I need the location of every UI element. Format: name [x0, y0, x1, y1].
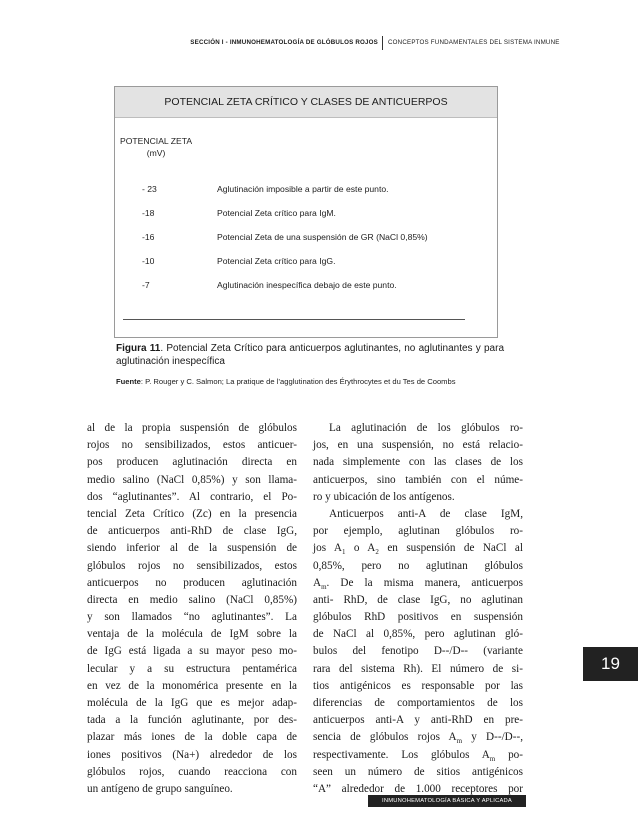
text-line: La aglutinación de los glóbulos ro-: [329, 422, 523, 434]
row-value: - 23: [142, 184, 157, 194]
left-column: [87, 420, 297, 798]
axis-label-text: POTENCIAL ZETA: [120, 136, 193, 146]
text-line: tada a la función aglutinante, por des-: [87, 714, 297, 727]
text-run: po-: [495, 748, 523, 761]
running-footer: INMUNOHEMATOLOGÍA BÁSICA Y APLICADA: [368, 795, 526, 807]
text-line: iones positivos (Na+) alrededor de los: [87, 748, 297, 761]
text-line: por ejemplo, aglutinan glóbulos ro-: [313, 525, 523, 538]
header-section: [190, 39, 378, 46]
source-text: : P. Rouger y C. Salmon; La pratique de l’agglutination des Érythrocytes et du Tes de Coombs: [140, 377, 456, 386]
text-run: o A: [345, 542, 376, 555]
subscript: 2: [375, 548, 379, 557]
figure-source: [116, 377, 516, 386]
caption-text: . Potencial Zeta Crítico para anticuerpos aglutinantes, no aglutinantes y para aglutinación inespecífica: [116, 343, 505, 367]
text-line: glóbulos rojos no sensibilizados, estos: [87, 559, 297, 572]
text-line: [313, 747, 523, 764]
figure-axis-label: [120, 135, 192, 159]
row-value: -16: [142, 232, 155, 242]
text-line: dos “aglutinantes”. Al contrario, el Po-: [87, 490, 297, 503]
text-line: siendo inferior al de la suspensión de: [87, 542, 297, 555]
text-run: A: [313, 576, 322, 589]
subscript: 1: [341, 548, 346, 557]
text-line: anticuerpos no producen aglutinación: [87, 576, 297, 589]
row-value: -10: [142, 256, 155, 266]
text-line: anticuerpos, sino también con el núme-: [313, 473, 523, 486]
text-line: ventaja de la molécula de IgM sobre la: [87, 628, 297, 641]
text-line: diferencias de comportamientos de los: [313, 697, 523, 709]
text-run: sencia de glóbulos rojos A: [313, 731, 457, 744]
text-line: molécula de la IgG que es mejor adap-: [87, 697, 297, 709]
right-column: [313, 420, 523, 798]
text-line: nada simplemente con las clases de los: [313, 456, 523, 469]
text-line: rara del sistema Rh). El número de si-: [313, 662, 523, 675]
header-divider: [382, 36, 383, 50]
figure-box: [114, 86, 498, 338]
text-line: [313, 729, 523, 746]
row-description: Aglutinación inespecífica debajo de este punto.: [217, 280, 397, 290]
subscript: m: [489, 754, 496, 763]
text-line: lecular y a su estructura pentamérica: [87, 662, 297, 675]
text-run: jos A: [313, 542, 342, 555]
header-chapter: CONCEPTOS FUNDAMENTALES DEL SISTEMA INMUNE: [388, 39, 560, 46]
text-line: [313, 575, 523, 592]
text-line: de IgG está ligada a su mayor peso mo-: [87, 645, 297, 658]
text-run: en suspensión de NaCl al: [378, 542, 523, 555]
page-number: 19: [583, 647, 638, 681]
text-line: de anticuerpos anti-RhD de clase IgG,: [87, 525, 297, 538]
text-line: pos producen aglutinación directa en: [87, 456, 297, 469]
text-line: en vez de la monomérica presente en la: [87, 679, 297, 692]
text-line: [313, 540, 523, 557]
text-line: “A” alrededor de 1.000 receptores por: [313, 782, 523, 795]
text-run: y D--/D--,: [462, 731, 524, 744]
text-line: 0,85%, pero no aglutinan glóbulos: [313, 559, 523, 572]
text-line: rojos no sensibilizados, estos anticuer-: [87, 439, 297, 452]
text-run: respectivamente. Los glóbulos A: [313, 748, 490, 761]
text-line: Anticuerpos anti-A de clase IgM,: [329, 507, 523, 520]
text-line: un antígeno de grupo sanguíneo.: [87, 782, 233, 795]
row-description: Potencial Zeta crítico para IgG.: [217, 256, 336, 266]
running-header: [0, 36, 638, 50]
text-line: ro y ubicación de los antígenos.: [313, 490, 455, 503]
text-line: directa en medio salino (NaCl 0,85%): [87, 593, 297, 606]
text-line: anticuerpos anti-A y anti-RhD en pre-: [313, 714, 523, 727]
text-line: glóbulos rojos, cuando reacciona con: [87, 765, 297, 778]
figure-caption: [116, 342, 504, 368]
caption-label: Figura 11: [116, 343, 161, 354]
header-section-title: INMUNOHEMATOLOGÍA DE GLÓBULOS ROJOS: [229, 39, 378, 46]
text-line: al de la propia suspensión de glóbulos: [87, 422, 297, 434]
text-line: tencial Zeta Crítico (Zc) en la presencia: [87, 507, 297, 520]
text-line: seen un número de sitios antigénicos: [313, 765, 523, 778]
subscript: m: [456, 737, 463, 746]
text-line: plazar más iones de la doble capa de: [87, 731, 297, 744]
text-line: jos, en una suspensión, no está relacio-: [313, 439, 523, 452]
row-description: Potencial Zeta de una suspensión de GR (NaCl 0,85%): [217, 232, 428, 242]
text-line: medio salino (NaCl 0,85%) y son llama-: [87, 473, 297, 486]
text-line: y son llamados “no aglutinantes”. La: [87, 611, 297, 624]
text-line: tios antigénicos es responsable por las: [313, 679, 523, 692]
header-section-label: SECCIÓN I -: [190, 39, 228, 46]
text-line: anti- RhD, de clase IgG, no aglutinan: [313, 593, 523, 606]
row-value: -7: [142, 280, 150, 290]
row-description: Potencial Zeta crítico para IgM.: [217, 208, 336, 218]
row-value: -18: [142, 208, 155, 218]
text-run: . De la misma manera, anticuerpos: [326, 576, 523, 589]
figure-title: POTENCIAL ZETA CRÍTICO Y CLASES DE ANTICUERPOS: [115, 87, 497, 118]
figure-bottom-rule: [123, 319, 465, 320]
row-description: Aglutinación imposible a partir de este punto.: [217, 184, 389, 194]
text-line: glóbulos RhD positivos en suspensión: [313, 611, 523, 624]
subscript: m: [321, 582, 327, 591]
text-line: bulos del fenotipo D--/D-- (variante: [313, 645, 523, 658]
axis-unit-text: (mV): [146, 148, 166, 158]
source-label: Fuente: [116, 377, 141, 386]
text-line: de NaCl al 0,85%, pero aglutinan gló-: [313, 628, 523, 641]
